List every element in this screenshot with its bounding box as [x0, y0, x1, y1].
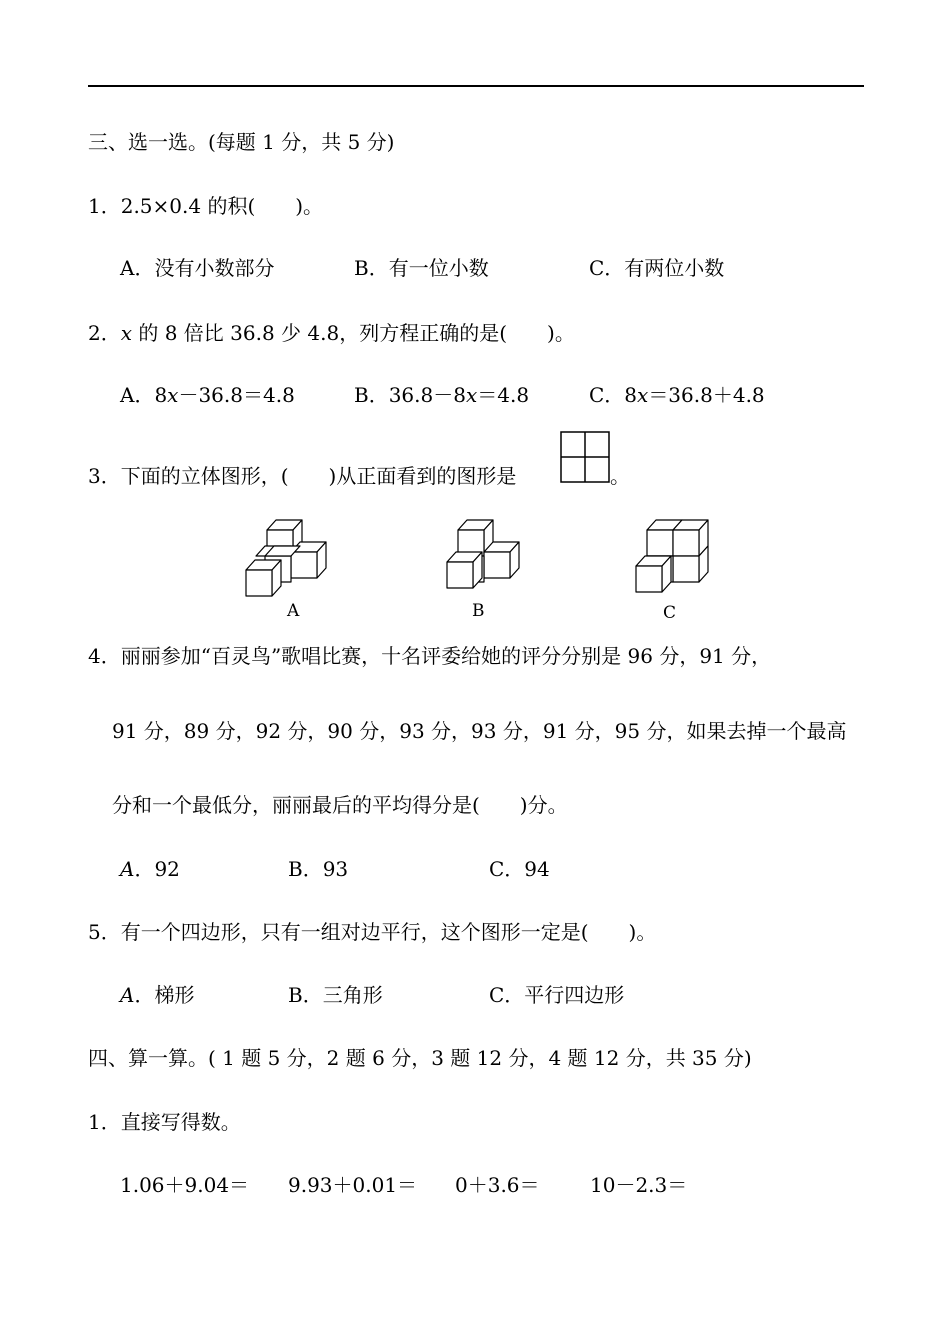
section4-heading: 四、算一算。( 1 题 5 分，2 题 6 分，3 题 12 分，4 题 12 分，共 35 分) — [88, 1046, 752, 1070]
figure-label-b: B — [472, 601, 485, 621]
q2-option-a: A．8x－36.8＝4.8 — [120, 383, 295, 407]
section4-q1-stem: 1．直接写得数。 — [88, 1110, 241, 1134]
q4-option-c: C．94 — [489, 857, 550, 881]
q2-option-c: C．8x＝36.8＋4.8 — [589, 383, 765, 407]
q4-line-3: 分和一个最低分，丽丽最后的平均得分是( )分。 — [112, 793, 568, 817]
calc-item-1: 1.06＋9.04＝ — [120, 1173, 250, 1197]
q3-stem-end: 。 — [610, 464, 630, 488]
figure-label-c: C — [663, 603, 677, 623]
front-view-grid-icon — [560, 431, 610, 483]
q1-option-a: A．没有小数部分 — [120, 256, 275, 280]
q2-stem-rest: 的 8 倍比 36.8 少 4.8，列方程正确的是( )。 — [132, 321, 575, 345]
q4-option-b: B．93 — [288, 857, 349, 881]
header-rule — [88, 85, 864, 87]
q2-option-b: B．36.8－8x＝4.8 — [354, 383, 530, 407]
q3-stem: 3．下面的立体图形，( )从正面看到的图形是 — [88, 464, 517, 488]
calc-item-3: 0＋3.6＝ — [455, 1173, 540, 1197]
calc-item-4: 10－2.3＝ — [590, 1173, 688, 1197]
figure-b-cubes — [447, 520, 519, 588]
q5-option-b: B．三角形 — [288, 983, 383, 1007]
q2-number: 2． — [88, 321, 121, 345]
q4-option-a: A．92 — [120, 857, 180, 881]
q1-option-b: B．有一位小数 — [354, 256, 489, 280]
q2-stem — [88, 321, 575, 345]
q4-line-2: 91 分，89 分，92 分，90 分，93 分，93 分，91 分，95 分，如果去掉一个最高 — [112, 719, 847, 743]
figure-label-a: A — [287, 601, 300, 621]
q2-variable: x — [120, 321, 133, 345]
figure-a-cubes — [246, 520, 326, 596]
section3-heading: 三、选一选。(每题 1 分，共 5 分) — [88, 130, 395, 154]
figure-c-cubes — [636, 520, 708, 592]
q5-stem: 5．有一个四边形，只有一组对边平行，这个图形一定是( )。 — [88, 920, 657, 944]
q5-option-a: A．梯形 — [120, 983, 195, 1007]
q4-line-1: 4．丽丽参加“百灵鸟”歌唱比赛，十名评委给她的评分分别是 96 分，91 分， — [88, 644, 772, 668]
q1-stem: 1．2.5×0.4 的积( )。 — [88, 194, 324, 218]
calc-item-2: 9.93＋0.01＝ — [288, 1173, 418, 1197]
q1-option-c: C．有两位小数 — [589, 256, 725, 280]
q5-option-c: C．平行四边形 — [489, 983, 625, 1007]
